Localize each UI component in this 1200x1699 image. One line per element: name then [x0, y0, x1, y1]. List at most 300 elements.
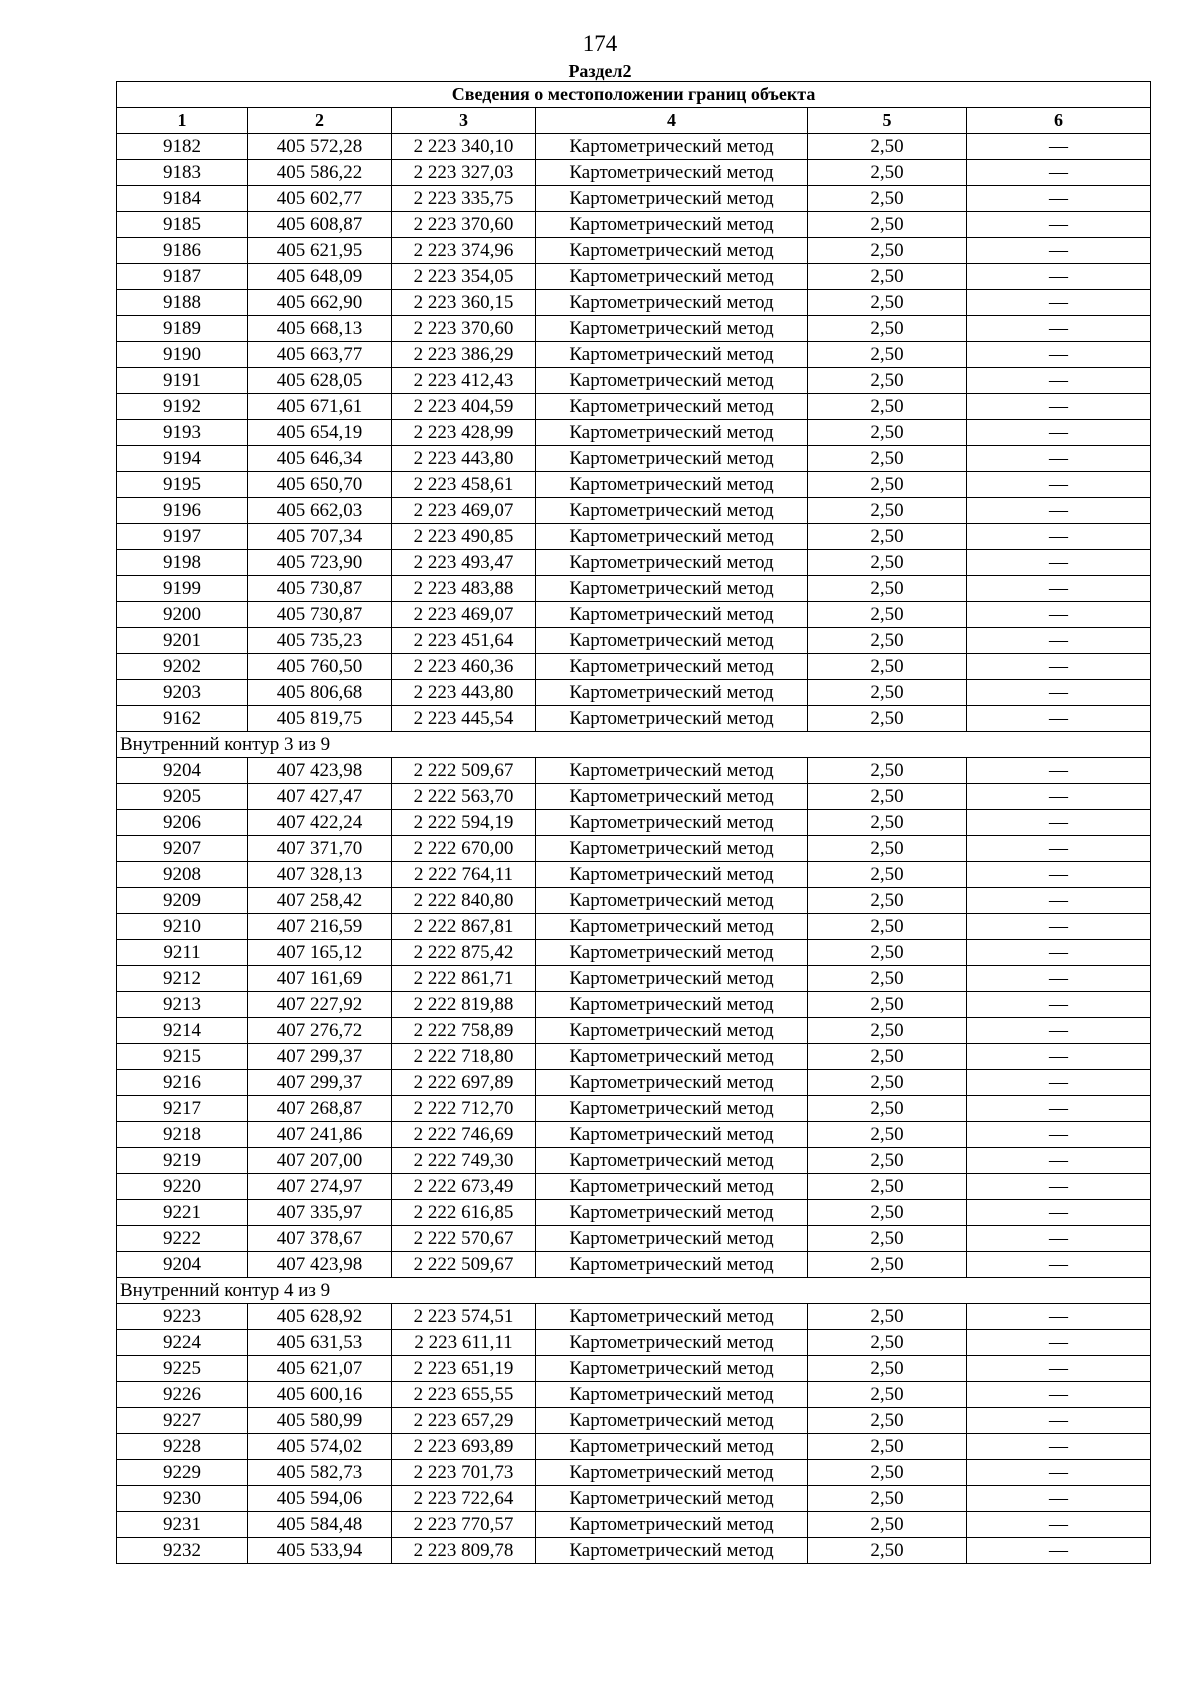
point-number-cell: 9191	[117, 368, 248, 394]
method-cell: Картометрический метод	[536, 576, 808, 602]
table-row	[117, 628, 1151, 654]
note-cell: —	[967, 966, 1151, 992]
method-cell: Картометрический метод	[536, 342, 808, 368]
accuracy-cell: 2,50	[808, 784, 967, 810]
point-number-cell: 9206	[117, 810, 248, 836]
table-row	[117, 1512, 1151, 1538]
method-cell: Картометрический метод	[536, 1200, 808, 1226]
point-number-cell: 9231	[117, 1512, 248, 1538]
point-number-cell: 9204	[117, 1252, 248, 1278]
accuracy-cell: 2,50	[808, 862, 967, 888]
accuracy-cell: 2,50	[808, 628, 967, 654]
note-cell: —	[967, 134, 1151, 160]
section-title: Раздел2	[568, 61, 632, 81]
table-row	[117, 654, 1151, 680]
note-cell: —	[967, 1382, 1151, 1408]
note-cell: —	[967, 784, 1151, 810]
accuracy-cell: 2,50	[808, 1174, 967, 1200]
y-coordinate-cell: 2 223 327,03	[392, 160, 536, 186]
y-coordinate-cell: 2 223 574,51	[392, 1304, 536, 1330]
y-coordinate-cell: 2 222 594,19	[392, 810, 536, 836]
note-cell: —	[967, 758, 1151, 784]
note-cell: —	[967, 1200, 1151, 1226]
x-coordinate-cell: 405 806,68	[248, 680, 392, 706]
x-coordinate-cell: 405 584,48	[248, 1512, 392, 1538]
accuracy-cell: 2,50	[808, 290, 967, 316]
note-cell: —	[967, 160, 1151, 186]
accuracy-cell: 2,50	[808, 966, 967, 992]
x-coordinate-cell: 407 328,13	[248, 862, 392, 888]
y-coordinate-cell: 2 223 404,59	[392, 394, 536, 420]
table-row	[117, 316, 1151, 342]
note-cell: —	[967, 888, 1151, 914]
point-number-cell: 9223	[117, 1304, 248, 1330]
x-coordinate-cell: 407 268,87	[248, 1096, 392, 1122]
table-row	[117, 992, 1151, 1018]
y-coordinate-cell: 2 222 718,80	[392, 1044, 536, 1070]
point-number-cell: 9220	[117, 1174, 248, 1200]
note-cell: —	[967, 186, 1151, 212]
x-coordinate-cell: 405 662,03	[248, 498, 392, 524]
note-cell: —	[967, 1096, 1151, 1122]
y-coordinate-cell: 2 222 758,89	[392, 1018, 536, 1044]
x-coordinate-cell: 407 335,97	[248, 1200, 392, 1226]
table-row	[117, 1460, 1151, 1486]
accuracy-cell: 2,50	[808, 342, 967, 368]
y-coordinate-cell: 2 223 354,05	[392, 264, 536, 290]
column-header: 1	[117, 108, 248, 134]
accuracy-cell: 2,50	[808, 1408, 967, 1434]
y-coordinate-cell: 2 223 412,43	[392, 368, 536, 394]
y-coordinate-cell: 2 222 616,85	[392, 1200, 536, 1226]
x-coordinate-cell: 405 628,05	[248, 368, 392, 394]
accuracy-cell: 2,50	[808, 1070, 967, 1096]
note-cell: —	[967, 1044, 1151, 1070]
accuracy-cell: 2,50	[808, 212, 967, 238]
point-number-cell: 9218	[117, 1122, 248, 1148]
accuracy-cell: 2,50	[808, 1226, 967, 1252]
x-coordinate-cell: 407 423,98	[248, 1252, 392, 1278]
point-number-cell: 9214	[117, 1018, 248, 1044]
point-number-cell: 9211	[117, 940, 248, 966]
y-coordinate-cell: 2 223 651,19	[392, 1356, 536, 1382]
note-cell: —	[967, 1460, 1151, 1486]
method-cell: Картометрический метод	[536, 394, 808, 420]
x-coordinate-cell: 405 572,28	[248, 134, 392, 160]
note-cell: —	[967, 940, 1151, 966]
accuracy-cell: 2,50	[808, 446, 967, 472]
x-coordinate-cell: 405 760,50	[248, 654, 392, 680]
table-row	[117, 1434, 1151, 1460]
column-header: 6	[967, 108, 1151, 134]
y-coordinate-cell: 2 223 809,78	[392, 1538, 536, 1564]
method-cell: Картометрический метод	[536, 238, 808, 264]
point-number-cell: 9224	[117, 1330, 248, 1356]
point-number-cell: 9192	[117, 394, 248, 420]
note-cell: —	[967, 1226, 1151, 1252]
x-coordinate-cell: 407 161,69	[248, 966, 392, 992]
table-row	[117, 914, 1151, 940]
method-cell: Картометрический метод	[536, 602, 808, 628]
accuracy-cell: 2,50	[808, 524, 967, 550]
column-header: 5	[808, 108, 967, 134]
table-row	[117, 342, 1151, 368]
method-cell: Картометрический метод	[536, 160, 808, 186]
x-coordinate-cell: 407 227,92	[248, 992, 392, 1018]
accuracy-cell: 2,50	[808, 836, 967, 862]
y-coordinate-cell: 2 222 570,67	[392, 1226, 536, 1252]
table-row	[117, 1538, 1151, 1564]
point-number-cell: 9183	[117, 160, 248, 186]
note-cell: —	[967, 628, 1151, 654]
method-cell: Картометрический метод	[536, 1018, 808, 1044]
accuracy-cell: 2,50	[808, 1096, 967, 1122]
y-coordinate-cell: 2 223 428,99	[392, 420, 536, 446]
table-row	[117, 1226, 1151, 1252]
point-number-cell: 9194	[117, 446, 248, 472]
accuracy-cell: 2,50	[808, 888, 967, 914]
x-coordinate-cell: 405 646,34	[248, 446, 392, 472]
x-coordinate-cell: 405 621,95	[248, 238, 392, 264]
table-row	[117, 238, 1151, 264]
method-cell: Картометрический метод	[536, 498, 808, 524]
point-number-cell: 9196	[117, 498, 248, 524]
point-number-cell: 9216	[117, 1070, 248, 1096]
point-number-cell: 9193	[117, 420, 248, 446]
method-cell: Картометрический метод	[536, 784, 808, 810]
accuracy-cell: 2,50	[808, 368, 967, 394]
table-row	[117, 810, 1151, 836]
method-cell: Картометрический метод	[536, 446, 808, 472]
point-number-cell: 9219	[117, 1148, 248, 1174]
accuracy-cell: 2,50	[808, 1434, 967, 1460]
x-coordinate-cell: 407 165,12	[248, 940, 392, 966]
y-coordinate-cell: 2 223 443,80	[392, 680, 536, 706]
method-cell: Картометрический метод	[536, 1382, 808, 1408]
point-number-cell: 9228	[117, 1434, 248, 1460]
method-cell: Картометрический метод	[536, 628, 808, 654]
note-cell: —	[967, 1252, 1151, 1278]
table-title-row	[117, 82, 1151, 108]
method-cell: Картометрический метод	[536, 1174, 808, 1200]
table-row	[117, 576, 1151, 602]
note-cell: —	[967, 836, 1151, 862]
y-coordinate-cell: 2 223 443,80	[392, 446, 536, 472]
accuracy-cell: 2,50	[808, 1382, 967, 1408]
x-coordinate-cell: 407 299,37	[248, 1044, 392, 1070]
y-coordinate-cell: 2 223 469,07	[392, 602, 536, 628]
y-coordinate-cell: 2 223 374,96	[392, 238, 536, 264]
method-cell: Картометрический метод	[536, 680, 808, 706]
y-coordinate-cell: 2 223 360,15	[392, 290, 536, 316]
x-coordinate-cell: 405 648,09	[248, 264, 392, 290]
y-coordinate-cell: 2 223 611,11	[392, 1330, 536, 1356]
table-row	[117, 1044, 1151, 1070]
point-number-cell: 9232	[117, 1538, 248, 1564]
accuracy-cell: 2,50	[808, 654, 967, 680]
method-cell: Картометрический метод	[536, 134, 808, 160]
x-coordinate-cell: 407 378,67	[248, 1226, 392, 1252]
x-coordinate-cell: 405 662,90	[248, 290, 392, 316]
accuracy-cell: 2,50	[808, 1200, 967, 1226]
accuracy-cell: 2,50	[808, 1512, 967, 1538]
method-cell: Картометрический метод	[536, 1226, 808, 1252]
accuracy-cell: 2,50	[808, 1356, 967, 1382]
accuracy-cell: 2,50	[808, 134, 967, 160]
note-cell: —	[967, 1018, 1151, 1044]
note-cell: —	[967, 914, 1151, 940]
table-row	[117, 836, 1151, 862]
point-number-cell: 9226	[117, 1382, 248, 1408]
table-row	[117, 602, 1151, 628]
accuracy-cell: 2,50	[808, 550, 967, 576]
note-cell: —	[967, 290, 1151, 316]
y-coordinate-cell: 2 222 509,67	[392, 758, 536, 784]
y-coordinate-cell: 2 223 701,73	[392, 1460, 536, 1486]
x-coordinate-cell: 407 241,86	[248, 1122, 392, 1148]
point-number-cell: 9182	[117, 134, 248, 160]
method-cell: Картометрический метод	[536, 940, 808, 966]
x-coordinate-cell: 407 274,97	[248, 1174, 392, 1200]
x-coordinate-cell: 407 258,42	[248, 888, 392, 914]
y-coordinate-cell: 2 222 749,30	[392, 1148, 536, 1174]
point-number-cell: 9190	[117, 342, 248, 368]
x-coordinate-cell: 405 574,02	[248, 1434, 392, 1460]
note-cell: —	[967, 654, 1151, 680]
accuracy-cell: 2,50	[808, 706, 967, 732]
x-coordinate-cell: 405 730,87	[248, 602, 392, 628]
table-row	[117, 1070, 1151, 1096]
accuracy-cell: 2,50	[808, 1252, 967, 1278]
method-cell: Картометрический метод	[536, 706, 808, 732]
point-number-cell: 9197	[117, 524, 248, 550]
y-coordinate-cell: 2 222 712,70	[392, 1096, 536, 1122]
point-number-cell: 9209	[117, 888, 248, 914]
method-cell: Картометрический метод	[536, 862, 808, 888]
point-number-cell: 9187	[117, 264, 248, 290]
y-coordinate-cell: 2 222 840,80	[392, 888, 536, 914]
table-row	[117, 446, 1151, 472]
table-row	[117, 420, 1151, 446]
column-header: 4	[536, 108, 808, 134]
method-cell: Картометрический метод	[536, 212, 808, 238]
y-coordinate-cell: 2 222 509,67	[392, 1252, 536, 1278]
contour-heading: Внутренний контур 4 из 9	[117, 1278, 1151, 1304]
method-cell: Картометрический метод	[536, 758, 808, 784]
method-cell: Картометрический метод	[536, 1252, 808, 1278]
note-cell: —	[967, 472, 1151, 498]
table-row	[117, 966, 1151, 992]
y-coordinate-cell: 2 222 861,71	[392, 966, 536, 992]
x-coordinate-cell: 407 216,59	[248, 914, 392, 940]
point-number-cell: 9200	[117, 602, 248, 628]
point-number-cell: 9221	[117, 1200, 248, 1226]
accuracy-cell: 2,50	[808, 810, 967, 836]
point-number-cell: 9202	[117, 654, 248, 680]
y-coordinate-cell: 2 223 493,47	[392, 550, 536, 576]
x-coordinate-cell: 405 594,06	[248, 1486, 392, 1512]
note-cell: —	[967, 1486, 1151, 1512]
method-cell: Картометрический метод	[536, 1486, 808, 1512]
table-row	[117, 368, 1151, 394]
note-cell: —	[967, 446, 1151, 472]
x-coordinate-cell: 405 707,34	[248, 524, 392, 550]
method-cell: Картометрический метод	[536, 1148, 808, 1174]
method-cell: Картометрический метод	[536, 966, 808, 992]
note-cell: —	[967, 1356, 1151, 1382]
x-coordinate-cell: 407 427,47	[248, 784, 392, 810]
note-cell: —	[967, 1070, 1151, 1096]
accuracy-cell: 2,50	[808, 1148, 967, 1174]
point-number-cell: 9162	[117, 706, 248, 732]
note-cell: —	[967, 1408, 1151, 1434]
x-coordinate-cell: 405 735,23	[248, 628, 392, 654]
table-row	[117, 134, 1151, 160]
point-number-cell: 9184	[117, 186, 248, 212]
point-number-cell: 9225	[117, 1356, 248, 1382]
y-coordinate-cell: 2 222 867,81	[392, 914, 536, 940]
accuracy-cell: 2,50	[808, 758, 967, 784]
note-cell: —	[967, 1434, 1151, 1460]
point-number-cell: 9230	[117, 1486, 248, 1512]
x-coordinate-cell: 405 730,87	[248, 576, 392, 602]
y-coordinate-cell: 2 223 655,55	[392, 1382, 536, 1408]
method-cell: Картометрический метод	[536, 1460, 808, 1486]
note-cell: —	[967, 706, 1151, 732]
table-title: Сведения о местоположении границ объекта	[117, 82, 1151, 108]
method-cell: Картометрический метод	[536, 1304, 808, 1330]
x-coordinate-cell: 405 663,77	[248, 342, 392, 368]
accuracy-cell: 2,50	[808, 394, 967, 420]
y-coordinate-cell: 2 223 483,88	[392, 576, 536, 602]
x-coordinate-cell: 405 580,99	[248, 1408, 392, 1434]
x-coordinate-cell: 407 371,70	[248, 836, 392, 862]
table-row	[117, 1382, 1151, 1408]
table-row	[117, 1252, 1151, 1278]
y-coordinate-cell: 2 222 819,88	[392, 992, 536, 1018]
point-number-cell: 9186	[117, 238, 248, 264]
table-row	[117, 888, 1151, 914]
method-cell: Картометрический метод	[536, 264, 808, 290]
point-number-cell: 9208	[117, 862, 248, 888]
y-coordinate-cell: 2 222 697,89	[392, 1070, 536, 1096]
table-row	[117, 862, 1151, 888]
accuracy-cell: 2,50	[808, 1538, 967, 1564]
y-coordinate-cell: 2 223 722,64	[392, 1486, 536, 1512]
point-number-cell: 9215	[117, 1044, 248, 1070]
point-number-cell: 9217	[117, 1096, 248, 1122]
note-cell: —	[967, 1148, 1151, 1174]
y-coordinate-cell: 2 223 490,85	[392, 524, 536, 550]
accuracy-cell: 2,50	[808, 264, 967, 290]
x-coordinate-cell: 407 299,37	[248, 1070, 392, 1096]
point-number-cell: 9222	[117, 1226, 248, 1252]
x-coordinate-cell: 407 207,00	[248, 1148, 392, 1174]
point-number-cell: 9188	[117, 290, 248, 316]
y-coordinate-cell: 2 222 875,42	[392, 940, 536, 966]
accuracy-cell: 2,50	[808, 602, 967, 628]
table-row	[117, 498, 1151, 524]
table-body	[117, 134, 1151, 1564]
x-coordinate-cell: 405 600,16	[248, 1382, 392, 1408]
method-cell: Картометрический метод	[536, 1434, 808, 1460]
method-cell: Картометрический метод	[536, 186, 808, 212]
note-cell: —	[967, 862, 1151, 888]
x-coordinate-cell: 405 668,13	[248, 316, 392, 342]
table-row	[117, 758, 1151, 784]
x-coordinate-cell: 405 654,19	[248, 420, 392, 446]
method-cell: Картометрический метод	[536, 810, 808, 836]
point-number-cell: 9189	[117, 316, 248, 342]
x-coordinate-cell: 405 621,07	[248, 1356, 392, 1382]
y-coordinate-cell: 2 223 458,61	[392, 472, 536, 498]
y-coordinate-cell: 2 223 445,54	[392, 706, 536, 732]
method-cell: Картометрический метод	[536, 992, 808, 1018]
method-cell: Картометрический метод	[536, 1408, 808, 1434]
accuracy-cell: 2,50	[808, 1486, 967, 1512]
accuracy-cell: 2,50	[808, 498, 967, 524]
y-coordinate-cell: 2 222 746,69	[392, 1122, 536, 1148]
table-row	[117, 706, 1151, 732]
method-cell: Картометрический метод	[536, 368, 808, 394]
column-header: 3	[392, 108, 536, 134]
note-cell: —	[967, 1512, 1151, 1538]
column-header-row	[117, 108, 1151, 134]
point-number-cell: 9227	[117, 1408, 248, 1434]
point-number-cell: 9205	[117, 784, 248, 810]
note-cell: —	[967, 1174, 1151, 1200]
y-coordinate-cell: 2 223 451,64	[392, 628, 536, 654]
y-coordinate-cell: 2 223 370,60	[392, 316, 536, 342]
point-number-cell: 9204	[117, 758, 248, 784]
table-row	[117, 1330, 1151, 1356]
point-number-cell: 9195	[117, 472, 248, 498]
note-cell: —	[967, 602, 1151, 628]
x-coordinate-cell: 407 423,98	[248, 758, 392, 784]
method-cell: Картометрический метод	[536, 1096, 808, 1122]
accuracy-cell: 2,50	[808, 1330, 967, 1356]
table-row	[117, 1096, 1151, 1122]
y-coordinate-cell: 2 223 657,29	[392, 1408, 536, 1434]
y-coordinate-cell: 2 223 693,89	[392, 1434, 536, 1460]
accuracy-cell: 2,50	[808, 472, 967, 498]
note-cell: —	[967, 368, 1151, 394]
accuracy-cell: 2,50	[808, 1460, 967, 1486]
y-coordinate-cell: 2 223 370,60	[392, 212, 536, 238]
table-row	[117, 550, 1151, 576]
y-coordinate-cell: 2 223 469,07	[392, 498, 536, 524]
x-coordinate-cell: 405 631,53	[248, 1330, 392, 1356]
accuracy-cell: 2,50	[808, 160, 967, 186]
table-row	[117, 784, 1151, 810]
note-cell: —	[967, 238, 1151, 264]
point-number-cell: 9207	[117, 836, 248, 862]
x-coordinate-cell: 405 602,77	[248, 186, 392, 212]
table-row	[117, 186, 1151, 212]
coordinates-table	[116, 81, 1151, 1564]
x-coordinate-cell: 405 582,73	[248, 1460, 392, 1486]
method-cell: Картометрический метод	[536, 888, 808, 914]
method-cell: Картометрический метод	[536, 1070, 808, 1096]
table-row	[117, 1408, 1151, 1434]
x-coordinate-cell: 407 276,72	[248, 1018, 392, 1044]
accuracy-cell: 2,50	[808, 316, 967, 342]
table-row	[117, 1356, 1151, 1382]
table-row	[117, 212, 1151, 238]
y-coordinate-cell: 2 223 460,36	[392, 654, 536, 680]
note-cell: —	[967, 420, 1151, 446]
method-cell: Картометрический метод	[536, 472, 808, 498]
